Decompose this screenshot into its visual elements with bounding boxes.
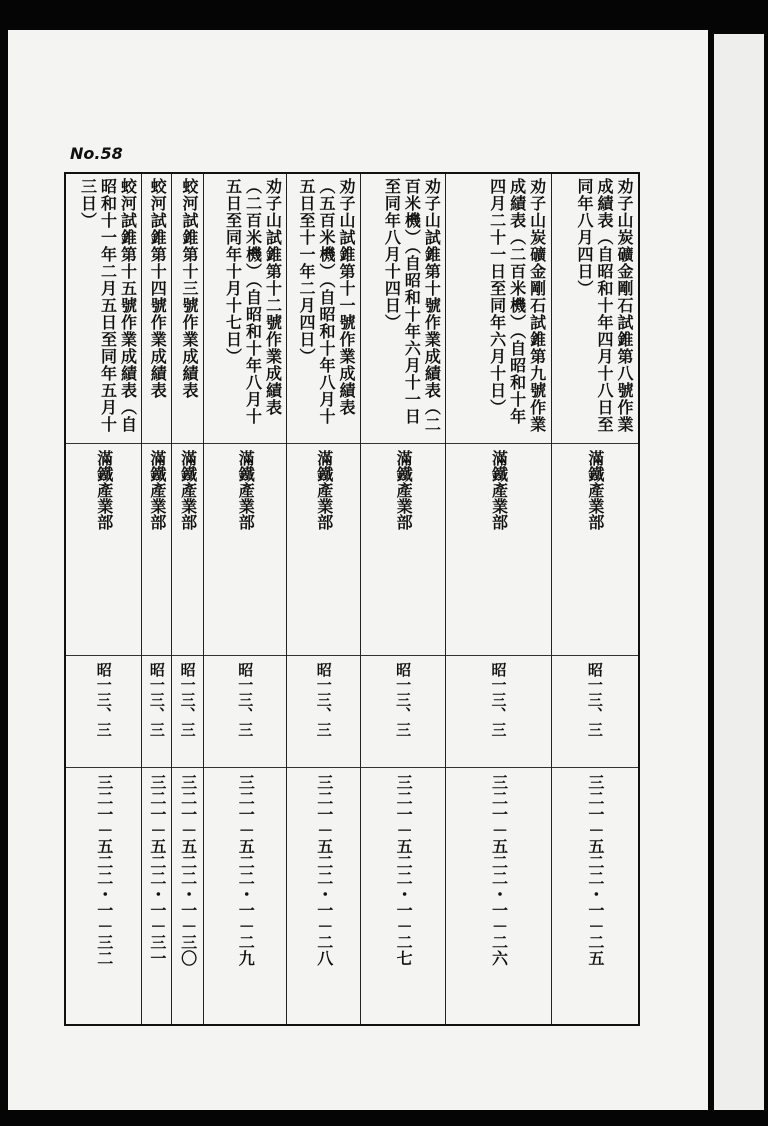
table-row [445, 174, 550, 1024]
table-row [141, 174, 171, 1024]
entry-date-cell [66, 656, 141, 768]
entry-source-cell [287, 444, 359, 656]
page-number: No.58 [70, 144, 123, 163]
entry-ref-cell [142, 768, 171, 1024]
entry-ref-cell [66, 768, 141, 1024]
entry-title: 劝子山炭礦金剛石試錐第八號作業成績表（自昭和十年四月十八日至同年八月四日） [575, 178, 634, 433]
entry-source-cell [66, 444, 141, 656]
entry-source: 滿鐵產業部 [314, 450, 334, 530]
entry-ref-cell [287, 768, 359, 1024]
entry-date: 昭一三、三 [314, 662, 333, 737]
table-row [171, 174, 203, 1024]
entry-ref-cell [172, 768, 203, 1024]
entry-date: 昭一三、三 [94, 662, 113, 737]
entry-title: 蛟河試錐第十四號作業成績表 [148, 178, 168, 399]
entry-source-cell [361, 444, 445, 656]
entry-ref-cell [446, 768, 550, 1024]
entry-ref: 三二一－五二二・一－二九 [236, 774, 256, 966]
entry-title-cell [172, 174, 203, 444]
entry-source-cell [172, 444, 203, 656]
entry-ref-cell [361, 768, 445, 1024]
entry-source-cell [446, 444, 550, 656]
adjacent-page-edge [714, 34, 764, 1110]
table-row [360, 174, 445, 1024]
table-row [66, 174, 141, 1024]
entry-title: 劝子山試錐第十一號作業成績表（五百米機）（自昭和十年八月十五日至十一年二月四日） [296, 178, 356, 425]
entry-title: 蛟河試錐第十三號作業成績表 [180, 178, 200, 399]
entry-date: 昭一三、三 [147, 662, 166, 737]
entry-source: 滿鐵產業部 [585, 450, 605, 530]
entry-title-cell [361, 174, 445, 444]
table-row [551, 174, 638, 1024]
entry-title-cell [142, 174, 171, 444]
entry-date: 昭一三、三 [585, 662, 604, 737]
entry-ref: 三二一－五二二・一－三二 [94, 774, 114, 966]
entry-title: 劝子山試錐第十號作業成績表（二百米機）（自昭和十年六月十一日至同年八月十四日） [382, 178, 442, 433]
entry-title-cell [552, 174, 638, 444]
entry-date: 昭一三、三 [236, 662, 255, 737]
table-row [286, 174, 359, 1024]
entry-source: 滿鐵產業部 [178, 450, 198, 530]
entry-date-cell [361, 656, 445, 768]
entry-source-cell [552, 444, 638, 656]
table-row [203, 174, 286, 1024]
entry-date-cell [204, 656, 286, 768]
entry-title-cell [204, 174, 286, 444]
entry-title-cell [66, 174, 141, 444]
entry-date-cell [552, 656, 638, 768]
entry-title-cell [287, 174, 359, 444]
entry-title: 蛟河試錐第十五號作業成績表（自昭和十一年二月五日至同年五月十三日） [78, 178, 138, 433]
entry-ref: 三二一－五二二・一－二六 [489, 774, 509, 966]
entry-source: 滿鐵產業部 [394, 450, 414, 530]
entry-source: 滿鐵產業部 [147, 450, 167, 530]
entry-source-cell [142, 444, 171, 656]
entry-ref: 三二一－五二二・一－二八 [314, 774, 334, 966]
entry-ref-cell [552, 768, 638, 1024]
entry-source-cell [204, 444, 286, 656]
entry-date-cell [287, 656, 359, 768]
entry-date-cell [446, 656, 550, 768]
entry-title: 劝子山炭礦金剛石試錐第九號作業成績表（二百米機）（自昭和十年四月二十一日至同年六月十日） [487, 178, 547, 433]
entry-source: 滿鐵產業部 [489, 450, 509, 530]
entry-source: 滿鐵產業部 [236, 450, 256, 530]
entry-date-cell [172, 656, 203, 768]
entry-date-cell [142, 656, 171, 768]
entry-date: 昭一三、三 [489, 662, 508, 737]
entry-ref: 三二一－五二二・一－二五 [585, 774, 605, 966]
entry-ref: 三二一－五二二・一－二七 [394, 774, 414, 966]
entry-date: 昭一三、三 [178, 662, 197, 737]
entry-date: 昭一三、三 [394, 662, 413, 737]
entry-ref-cell [204, 768, 286, 1024]
entry-title-cell [446, 174, 550, 444]
catalog-table [64, 172, 640, 1026]
entry-source: 滿鐵產業部 [94, 450, 114, 530]
entry-title: 劝子山試錐第十二號作業成績表（二百米機）（自昭和十年八月十五日至同年十月十七日） [223, 178, 283, 425]
entry-ref: 三二一－五二二・一－三〇 [178, 774, 198, 966]
entry-ref: 三二一－五二二・一－三一 [147, 774, 167, 966]
